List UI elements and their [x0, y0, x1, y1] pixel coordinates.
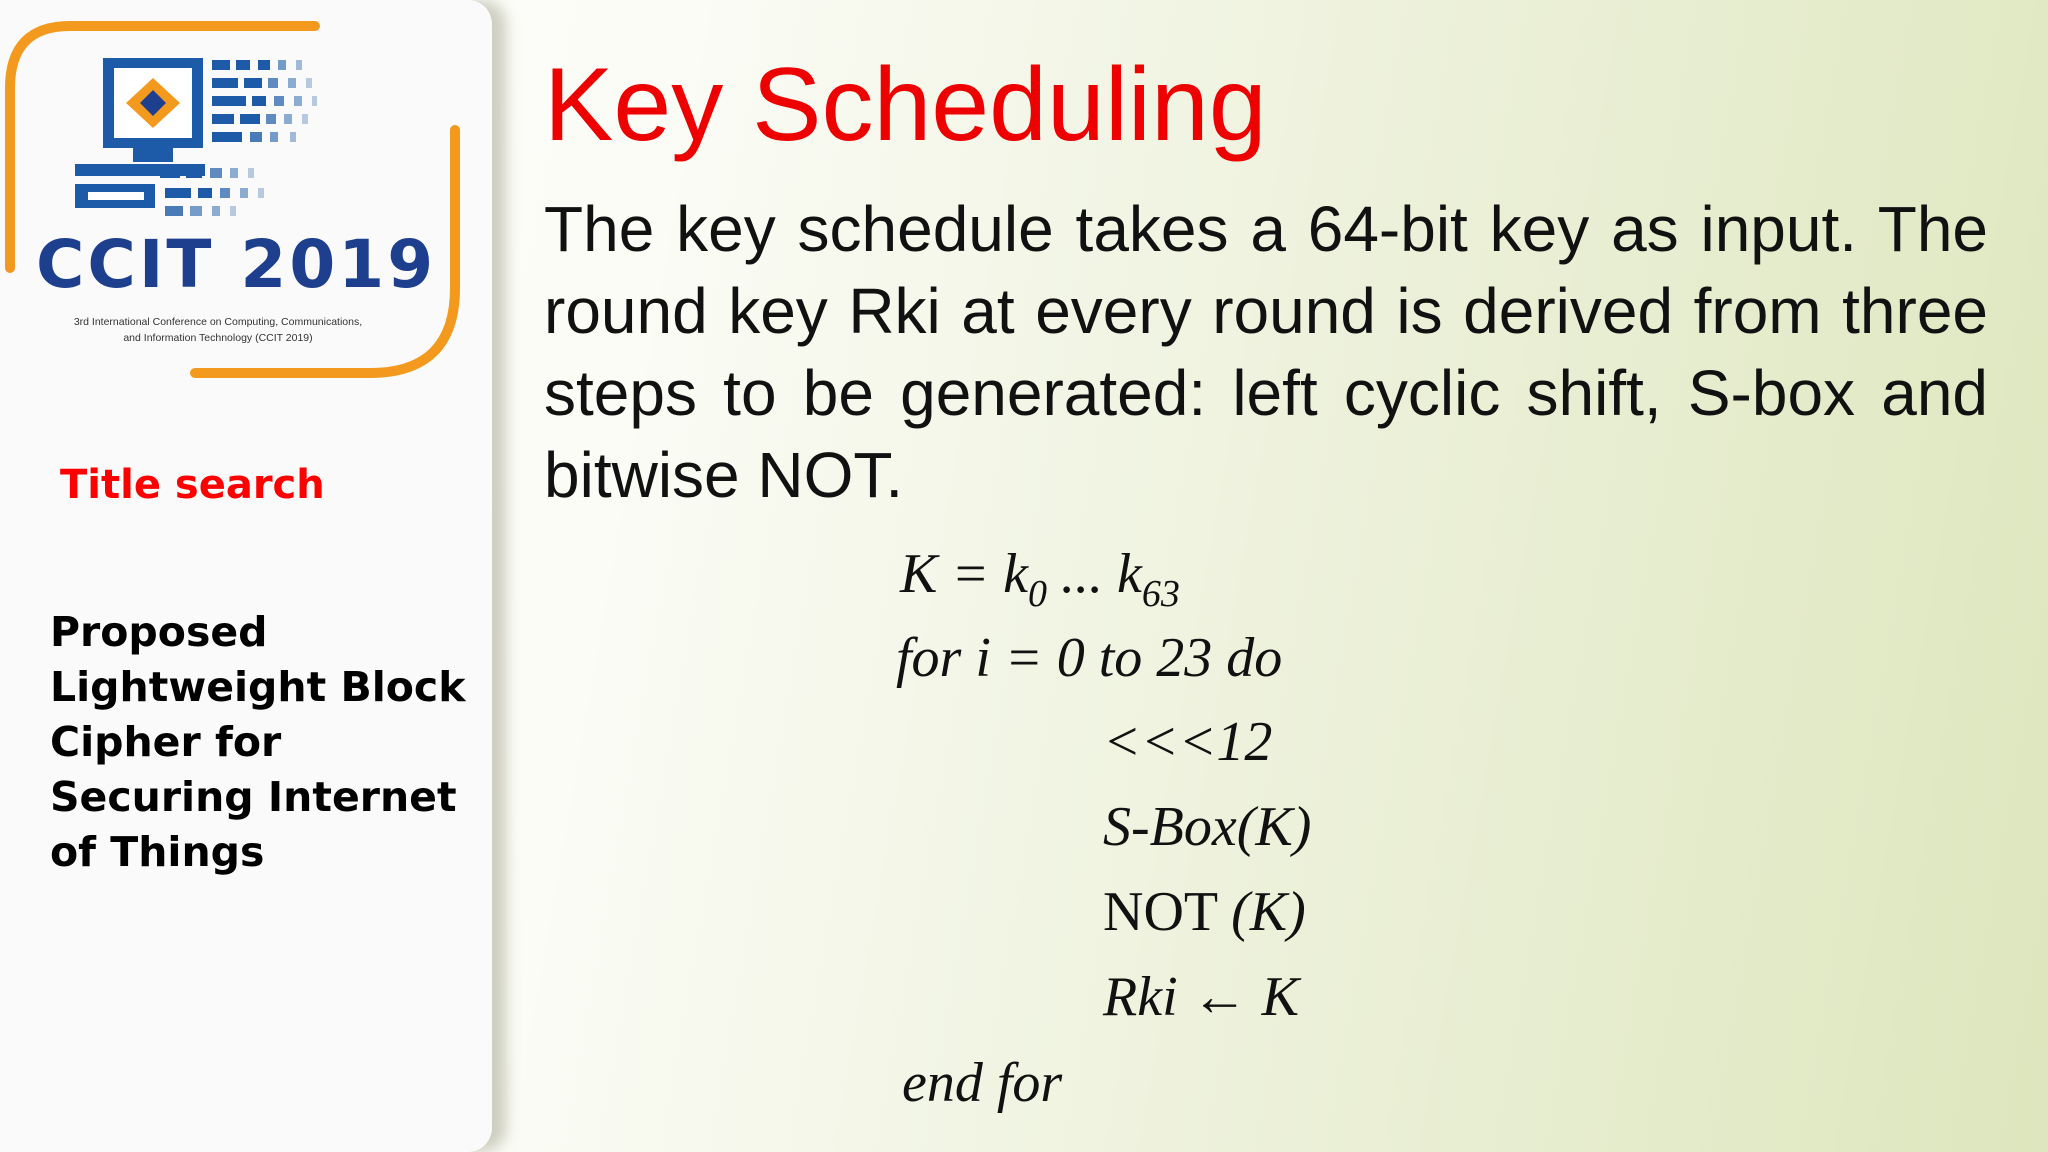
- algo-for-loop: for i = 0 to 23 do: [896, 627, 1283, 689]
- sidebar-panel: [0, 0, 492, 1152]
- algo-end-for: end for: [902, 1052, 1063, 1114]
- logo-subtitle-line2: and Information Technology (CCIT 2019): [123, 332, 313, 344]
- algo-rotate: <<<12: [1103, 711, 1273, 773]
- logo-name: CCIT 2019: [36, 226, 437, 303]
- logo-subtitle-line1: 3rd International Conference on Computing, Communications,: [73, 316, 363, 328]
- algo-assign: Rki ← K: [1103, 966, 1299, 1028]
- algo-sub-0: 0: [1028, 573, 1047, 615]
- algo-key-prefix: K = k: [900, 543, 1028, 605]
- slide-body-text: The key schedule takes a 64-bit key as input. The round key Rki at every round is derived from three steps to be generated: left cyclic shift, S-box and bitwise NOT.: [544, 193, 1988, 511]
- logo-subtitle: [18, 314, 418, 346]
- algo-sub-63: 63: [1141, 573, 1180, 615]
- paper-title: Proposed Lightweight Block Cipher for Securing Internet of Things: [50, 608, 466, 876]
- algo-key-mid: ... k: [1047, 543, 1142, 605]
- algo-sbox: S-Box(K): [1103, 796, 1312, 858]
- slide-title: Key Scheduling: [544, 47, 1267, 163]
- algo-not-op: NOT: [1103, 881, 1232, 943]
- algo-not: [1103, 881, 1306, 943]
- algo-not-arg: (K): [1231, 881, 1306, 943]
- title-search-label: Title search: [60, 462, 325, 508]
- algo-key-definition: [900, 543, 1180, 615]
